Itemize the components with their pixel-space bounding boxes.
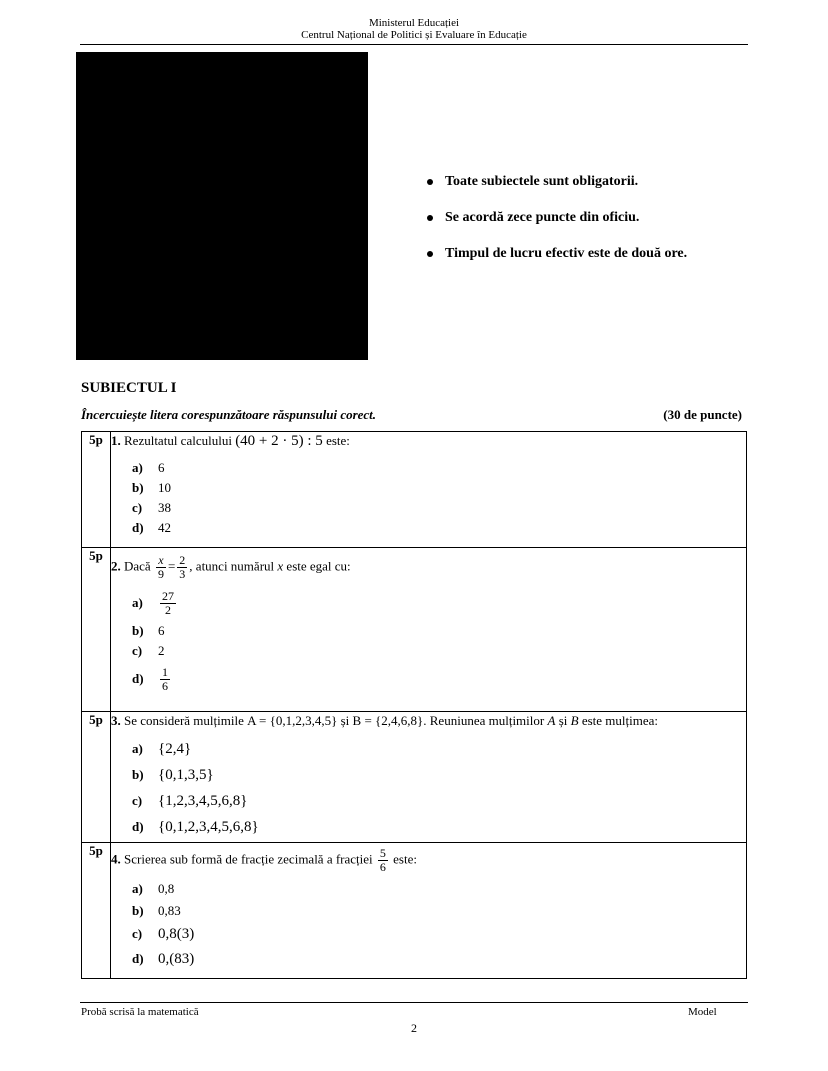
question-text: Dacă — [124, 558, 151, 574]
option-value: 2 — [158, 643, 165, 658]
set-a: A = {0,1,2,3,4,5} — [247, 713, 338, 728]
variable: A — [547, 713, 556, 728]
option-label: a) — [132, 595, 143, 610]
document-header — [80, 17, 748, 41]
option-c[interactable] — [132, 788, 746, 814]
option-value: 0,(83) — [158, 950, 195, 967]
option-b[interactable] — [132, 762, 746, 788]
subject-title: SUBIECTUL I — [81, 380, 177, 396]
item-row — [82, 843, 747, 979]
item-body — [111, 843, 747, 979]
equals-sign: = — [167, 558, 176, 574]
item-number: 2. — [111, 558, 121, 574]
header-divider — [80, 44, 748, 45]
option-label: c) — [132, 643, 143, 658]
footer-model-label: Model — [688, 1006, 717, 1018]
rule-item: Se acordă zece puncte din oficiu. — [425, 208, 745, 244]
fraction — [160, 666, 170, 693]
option-b[interactable] — [132, 478, 746, 498]
item-number: 4. — [111, 851, 121, 867]
redacted-block — [76, 52, 368, 360]
option-value: {0,1,3,5} — [158, 766, 214, 783]
question-text: este: — [326, 433, 350, 448]
option-c[interactable] — [132, 922, 746, 946]
item-points: 5p — [82, 843, 111, 979]
option-label: d) — [132, 671, 144, 686]
question-text: este: — [393, 851, 417, 867]
header-ministry: Ministerul Educației — [368, 17, 460, 29]
question-text: și — [558, 713, 568, 728]
question-text: Rezultatul calculului — [124, 433, 232, 448]
option-d[interactable] — [132, 661, 746, 697]
item-question — [111, 712, 746, 730]
option-value: 6 — [158, 460, 165, 475]
fraction-numerator: x — [158, 553, 164, 567]
fraction — [156, 554, 166, 581]
question-text: , atunci numărul — [189, 558, 275, 574]
option-label: b) — [132, 903, 144, 918]
option-label: b) — [132, 767, 144, 782]
option-a[interactable] — [132, 736, 746, 762]
option-label: c) — [132, 500, 143, 515]
option-b[interactable] — [132, 900, 746, 922]
subject-points: (30 de puncte) — [663, 407, 742, 422]
option-label: b) — [132, 623, 144, 638]
rule-item: Timpul de lucru efectiv este de două ore. — [425, 244, 745, 280]
item-number: 1. — [111, 433, 121, 448]
item-body — [111, 548, 747, 712]
question-text: este mulțimea: — [581, 713, 658, 728]
option-label: a) — [132, 460, 143, 475]
fraction-denominator: 9 — [157, 567, 164, 581]
fraction-numerator: 5 — [379, 846, 386, 860]
option-label: a) — [132, 881, 143, 896]
fraction — [378, 847, 388, 874]
item-body — [111, 712, 747, 843]
item-body — [111, 432, 747, 548]
item-question — [111, 432, 746, 450]
option-list — [132, 736, 746, 840]
option-value: {0,1,2,3,4,5,6,8} — [158, 818, 259, 835]
item-row — [82, 432, 747, 548]
item-points: 5p — [82, 712, 111, 843]
question-text: Se consideră mulțimile — [124, 713, 244, 728]
option-label: c) — [132, 926, 143, 941]
question-text: este egal cu: — [286, 558, 351, 574]
page-number: 2 — [411, 1021, 417, 1035]
option-value: 42 — [158, 520, 171, 535]
items-table — [81, 431, 747, 979]
set-b: B = {2,4,6,8} — [352, 713, 424, 728]
footer-divider — [80, 1002, 748, 1003]
fraction-denominator: 6 — [379, 860, 386, 874]
fraction — [177, 554, 187, 581]
option-a[interactable] — [132, 878, 746, 900]
option-value: 38 — [158, 500, 171, 515]
option-c[interactable] — [132, 641, 746, 661]
option-value: {1,2,3,4,5,6,8} — [158, 792, 248, 809]
fraction-denominator: 3 — [179, 567, 186, 581]
item-question — [111, 548, 746, 581]
variable: B — [570, 713, 579, 728]
fraction-denominator: 6 — [162, 678, 168, 693]
option-list — [132, 585, 746, 697]
question-text: . Reuniunea mulțimilor — [423, 713, 545, 728]
item-question — [111, 843, 746, 874]
option-value: 0,83 — [158, 903, 181, 918]
subject-instruction: Încercuiește litera corespunzătoare răspunsului corect. — [81, 407, 377, 422]
option-c[interactable] — [132, 498, 746, 518]
question-text: și — [340, 713, 350, 728]
option-value: 0,8(3) — [158, 925, 195, 942]
option-value: 10 — [158, 480, 171, 495]
option-label: d) — [132, 819, 144, 834]
fraction-numerator: 27 — [162, 588, 174, 603]
option-value: 6 — [158, 623, 165, 638]
item-row — [82, 712, 747, 843]
option-label: d) — [132, 951, 144, 966]
option-label: c) — [132, 793, 143, 808]
item-row — [82, 548, 747, 712]
option-list — [132, 878, 746, 972]
fraction — [160, 590, 176, 617]
option-label: d) — [132, 520, 144, 535]
option-a[interactable] — [132, 458, 746, 478]
fraction-numerator: 1 — [162, 664, 168, 679]
option-label: a) — [132, 741, 143, 756]
option-list — [132, 458, 746, 538]
fraction-numerator: 2 — [179, 553, 186, 567]
item-number: 3. — [111, 713, 121, 728]
option-value: 0,8 — [158, 881, 175, 896]
option-a[interactable] — [132, 585, 746, 621]
option-label: b) — [132, 480, 144, 495]
option-value: {2,4} — [158, 740, 192, 757]
question-text: Scrierea sub formă de fracție zecimală a fracției — [124, 851, 373, 867]
header-center: Centrul Național de Politici și Evaluare în Educație — [301, 29, 527, 41]
exam-rules-list — [425, 172, 745, 280]
math-expression: (40 + 2 · 5) : 5 — [235, 433, 323, 449]
footer-exam-name: Probă scrisă la matematică — [81, 1006, 199, 1018]
option-d[interactable] — [132, 946, 746, 972]
fraction-denominator: 2 — [165, 602, 171, 617]
option-d[interactable] — [132, 814, 746, 840]
variable: x — [277, 558, 284, 574]
option-b[interactable] — [132, 621, 746, 641]
rule-item: Toate subiectele sunt obligatorii. — [425, 172, 745, 208]
item-points: 5p — [82, 548, 111, 712]
item-points: 5p — [82, 432, 111, 548]
option-d[interactable] — [132, 518, 746, 538]
